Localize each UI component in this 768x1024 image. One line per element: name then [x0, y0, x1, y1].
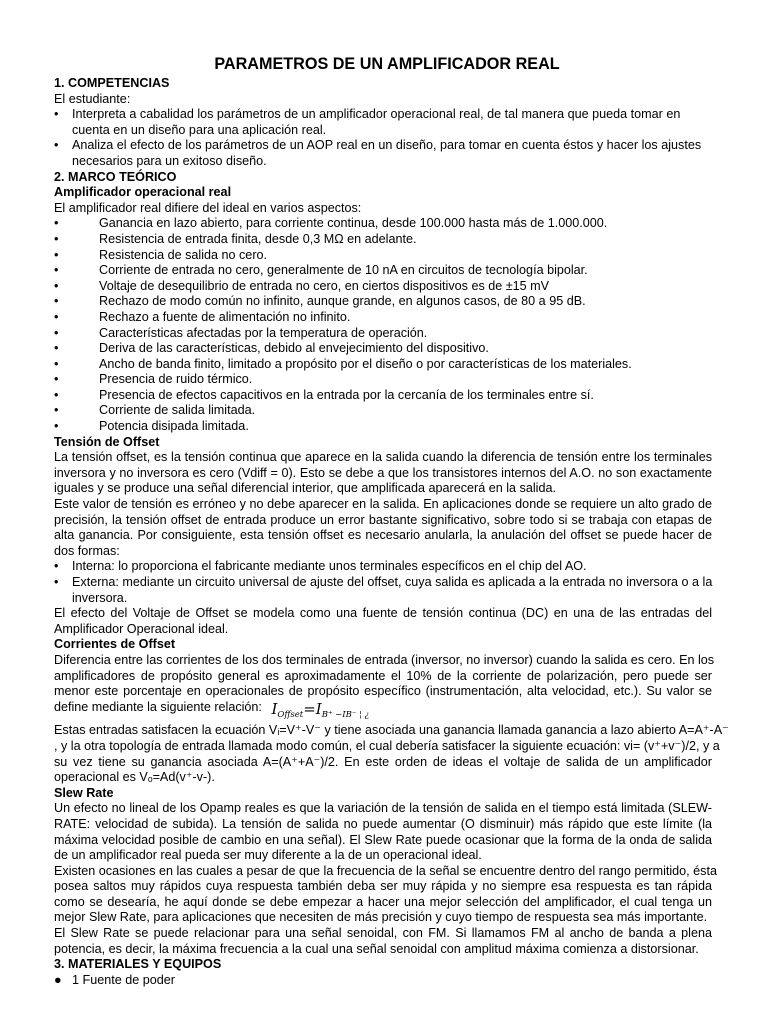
offset-paragraph-2: Este valor de tensión es erróneo y no debe aparecer en la salida. En aplicaciones donde se requiere un alto grado de precisión, la tensión offset de entrada produce un error bastante significativo, sobre todo si se trabaja con etapas de alta ganancia. Por consiguiente, esta tensión offset es necesario anularla, la anulación del offset se puede hacer de dos formas:	[54, 497, 712, 558]
aspect-item: • Corriente de salida limitada.	[54, 403, 256, 418]
bullet-icon: •	[54, 356, 59, 371]
section-heading-competencias: 1. COMPETENCIAS	[54, 76, 170, 90]
bullet-icon: •	[54, 403, 59, 418]
bullet-icon: •	[54, 419, 59, 434]
competencia-item-continuation: cuenta en un diseño para una aplicación real.	[72, 122, 327, 137]
section-heading-materiales: 3. MATERIALES Y EQUIPOS	[54, 957, 222, 972]
aspect-item: • Resistencia de salida no cero.	[54, 247, 268, 262]
aspect-item: • Voltaje de desequilibrio de entrada no cero, en ciertos dispositivos es de ±15 mV	[54, 278, 550, 293]
subheading-amplificador-real: Amplificador operacional real	[54, 185, 232, 200]
slew-paragraph-1: Un efecto no lineal de los Opamp reales es que la variación de la tensión de salida en el tiempo está limitada (SLEW- RATE: velocidad de subida). La tensión de salida no puede aumentar (O disminuir) más rápido que este límite (la máxima velocidad posible de cambio en una señal). El Slew Rate puede ocasionar que la forma de la onda de salida de un amplificador real pueda ser muy diferente a la de un operacional ideal.	[54, 801, 712, 863]
aspect-item: • Presencia de efectos capacitivos en la entrada por la cercanía de los terminales entre sí.	[54, 387, 594, 402]
offset-form-item: • Interna: lo proporciona el fabricante mediante unos terminales específicos en el chip del AO.	[54, 559, 587, 574]
competencia-item: • Interpreta a cabalidad los parámetros de un amplificador operacional real, de tal manera que pueda tomar en	[54, 107, 681, 122]
slew-paragraph-2: Existen ocasiones en las cuales a pesar de que la frecuencia de la señal se encuentre dentro del rango permitido, ésta posea saltos muy rápidos cuya respuesta también deba ser muy rápida y no siempre esa respuesta es tan rápida como se desearía, he aquí donde se debe empezar a hacer una mejor selección del amplificador, el cual tenga un mejor Slew Rate, para aplicaciones que necesiten de más precisión y cuyo tiempo de respuesta sea más importante.	[54, 863, 717, 925]
offset-current-formula: $I_{Offset}=I_{B^+ -IB^- ¦ ¿}$	[271, 699, 370, 720]
bullet-icon: •	[54, 107, 59, 122]
subheading-tension-offset: Tensión de Offset	[54, 434, 160, 449]
bullet-icon: •	[54, 575, 59, 589]
subheading-corrientes-offset: Corrientes de Offset	[54, 637, 176, 652]
aspect-item: • Ganancia en lazo abierto, para corriente continua, desde 100.000 hasta más de 1.000.000.	[54, 216, 608, 231]
bullet-icon: •	[54, 247, 59, 262]
offset-paragraph-3: El efecto del Voltaje de Offset se modela como una fuente de tensión continua (DC) en una de las entradas del Amplificador Operacional ideal.	[54, 606, 712, 636]
corrientes-paragraph-2: Estas entradas satisfacen la ecuación Vᵢ=V⁺-V⁻ y tiene asociada una ganancia llamada ganancia a lazo abierto A=A⁺-A⁻ , y la otra topología de entrada llamada modo común, el cual debería satisfacer la siguiente ecuación: vi= (v⁺+v⁻)/2, y a su vez tiene su ganancia asociada A=(A⁺+A⁻)/2. En este orden de ideas el voltaje de salida de un amplificador operacional es Vₒ=Ad(v⁺-v-).	[54, 723, 729, 785]
corrientes-paragraph-1: Diferencia entre las corrientes de los dos terminales de entrada (inversor, no inversor) cuando la salida es cero. En los amplificadores de propósito general es aproximadamente el 10% de la corriente de polarización, pero puede ser menor este porcentaje en operacionales de propósito específico (instrumentación, alta velocidad, etc.). Su valor se define mediante la siguiente relación: $I_{Offset}=I_{B^+ -IB^- ¦ ¿}$	[54, 653, 712, 723]
bullet-icon: •	[54, 216, 59, 231]
material-item: ● 1 Fuente de poder	[54, 972, 175, 987]
subheading-slew-rate: Slew Rate	[54, 785, 114, 800]
aspect-item: • Resistencia de entrada finita, desde 0,3 MΩ en adelante.	[54, 231, 417, 246]
competencias-intro: El estudiante:	[54, 91, 131, 106]
bullet-icon: •	[54, 294, 59, 309]
page-title: PARAMETROS DE UN AMPLIFICADOR REAL	[214, 55, 560, 73]
bullet-icon: •	[54, 138, 59, 153]
bullet-icon: •	[54, 341, 59, 356]
aspect-item: • Ancho de banda finito, limitado a propósito por el diseño o por características de los materiales.	[54, 356, 632, 371]
competencia-item: • Analiza el efecto de los parámetros de un AOP real en un diseño, para tomar en cuenta éstos y hacer los ajustes	[54, 138, 702, 153]
bullet-icon: •	[54, 372, 59, 387]
aspect-item: • Características afectadas por la temperatura de operación.	[54, 325, 428, 340]
aspect-item: • Deriva de las características, debido al envejecimiento del dispositivo.	[54, 341, 489, 356]
bullet-icon: •	[54, 559, 59, 574]
offset-paragraph-1: La tensión offset, es la tensión continua que aparece en la salida cuando la diferencia de tensión entre los terminales inversora y no inversora es cero (Vdiff = 0). Esto se debe a que los transistores internos del A.O. no son exactamente iguales y se produce una señal diferencial interior, que amplificada aparecerá en la salida.	[54, 450, 712, 496]
bullet-icon: •	[54, 263, 59, 278]
bullet-icon: •	[54, 278, 59, 293]
offset-form-item: • Externa: mediante un circuito universal de ajuste del offset, cuya salida es aplicada a la entrada no inversora o a la	[54, 575, 713, 589]
aspect-item: • Potencia disipada limitada.	[54, 419, 249, 434]
aspect-item: • Rechazo de modo común no infinito, aunque grande, en algunos casos, de 80 a 95 dB.	[54, 294, 586, 309]
aspect-item: • Presencia de ruido térmico.	[54, 372, 253, 387]
bullet-icon: •	[54, 387, 59, 402]
aspect-item: • Rechazo a fuente de alimentación no infinito.	[54, 309, 351, 324]
aspect-item: • Corriente de entrada no cero, generalmente de 10 nA en circuitos de tecnología bipolar.	[54, 263, 588, 278]
aspects-list	[54, 216, 712, 434]
offset-form-item-continuation: inversora.	[72, 590, 128, 605]
bullet-icon: •	[54, 231, 59, 246]
section-heading-marco-teorico: 2. MARCO TEÓRICO	[54, 169, 177, 184]
slew-paragraph-3: El Slew Rate se puede relacionar para una señal senoidal, con FM. Si llamamos FM al ancho de banda a plena potencia, es decir, la máxima frecuencia a la cual una señal senoidal con amplitud máxima comienza a distorsionar.	[54, 926, 712, 956]
bullet-icon: •	[54, 325, 59, 340]
competencia-item-continuation: necesarios para un exitoso diseño.	[72, 153, 267, 168]
bullet-icon: ●	[54, 972, 62, 987]
bullet-icon: •	[54, 309, 59, 324]
aspects-intro: El amplificador real difiere del ideal en varios aspectos:	[54, 200, 362, 215]
